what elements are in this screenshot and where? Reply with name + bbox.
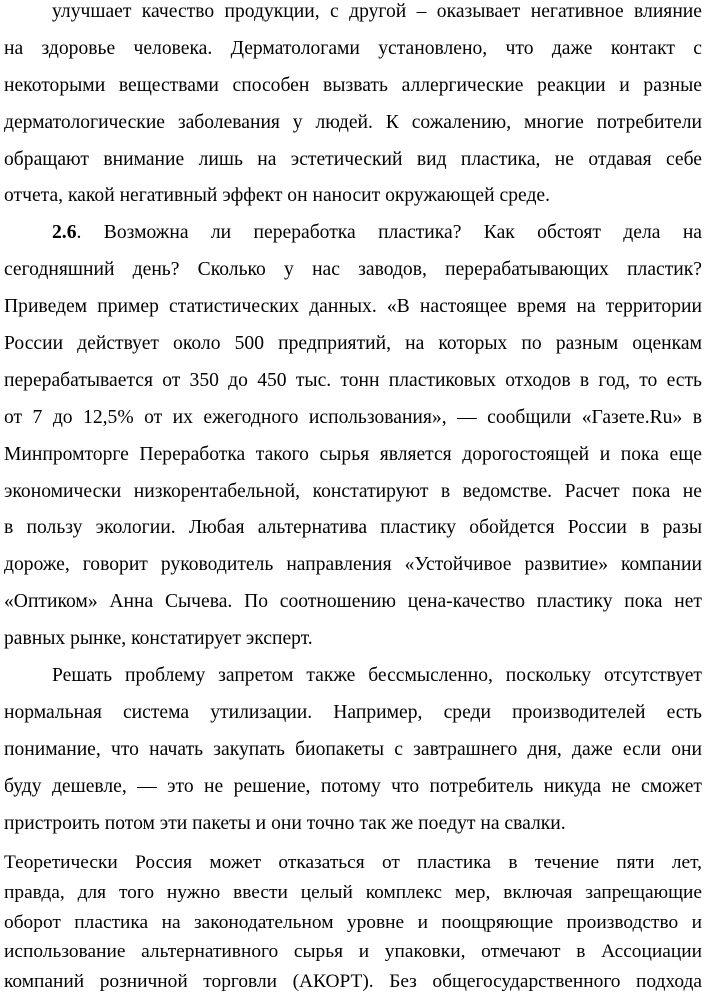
- text-line: компаний розничной торговли (АКОРТ). Без общегосударственного подхода: [4, 970, 702, 992]
- section-heading-line: [4, 215, 702, 252]
- text-line: улучшает качество продукции, с другой – оказывает негативное влияние: [52, 1, 702, 22]
- section-heading-text: . Возможна ли переработка пластика? Как обстоят дела на: [76, 222, 702, 244]
- text-line: «Оптиком» Анна Сычева. По соотношению цена-качество пластику пока нет: [4, 591, 702, 613]
- text-line: понимание, что начать закупать биопакеты с завтрашнего дня, даже если они: [4, 738, 702, 760]
- text-line: от 7 до 12,5% от их ежегодного использования», — сообщили «Газете.Ru» в: [4, 406, 702, 428]
- text-line: Теоретически Россия может отказаться от пластика в течение пяти лет,: [4, 852, 702, 874]
- text-line: пристроить потом эти пакеты и они точно так же поедут на свалки.: [4, 812, 566, 834]
- text-line: дерматологические заболевания у людей. К сожалению, многие потребители: [4, 111, 702, 133]
- text-line: дороже, говорит руководитель направления «Устойчивое развитие» компании: [4, 554, 702, 576]
- text-line: перерабатывается от 350 до 450 тыс. тонн пластиковых отходов в год, то есть: [4, 369, 702, 391]
- text-line: использование альтернативного сырья и упаковки, отмечают в Ассоциации: [4, 941, 702, 963]
- text-line: равных рынке, констатирует эксперт.: [4, 628, 313, 650]
- text-line: Минпромторге Переработка такого сырья является дорогостоящей и пока еще: [4, 443, 702, 465]
- text-line: Решать проблему запретом также бессмысленно, поскольку отсутствует: [52, 665, 702, 687]
- text-line: Приведем пример статистических данных. «В настоящее время на территории: [4, 296, 702, 318]
- section-number: 2.6: [52, 222, 77, 244]
- text-line: отчета, какой негативный эффект он наносит окружающей среде.: [4, 185, 551, 207]
- paragraph-4: [4, 848, 702, 992]
- text-line: оборот пластика на законодательном уровне и поощряющие производство и: [4, 911, 702, 933]
- text-line: некоторыми веществами способен вызвать аллергические реакции и разные: [4, 74, 702, 96]
- text-line: сегодняшний день? Сколько у нас заводов, перерабатывающих пластик?: [4, 259, 702, 281]
- paragraph-3: [4, 658, 702, 842]
- paragraph-1: [4, 0, 702, 215]
- section-2-6: [4, 215, 702, 658]
- text-line: нормальная система утилизации. Например, среди производителей есть: [4, 701, 702, 723]
- text-line: правда, для того нужно ввести целый комплекс мер, включая запрещающие: [4, 882, 702, 904]
- text-line: России действует около 500 предприятий, на которых по разным оценкам: [4, 333, 702, 355]
- text-line: буду дешевле, — это не решение, потому что потребитель никуда не сможет: [4, 775, 702, 797]
- text-line: обращают внимание лишь на эстетический вид пластика, не отдавая себе: [4, 148, 702, 170]
- text-line: на здоровье человека. Дерматологами установлено, что даже контакт с: [4, 37, 702, 59]
- text-line: в пользу экологии. Любая альтернатива пластику обойдется России в разы: [4, 517, 702, 539]
- text-line: экономически низкорентабельной, констатируют в ведомстве. Расчет пока не: [4, 480, 702, 502]
